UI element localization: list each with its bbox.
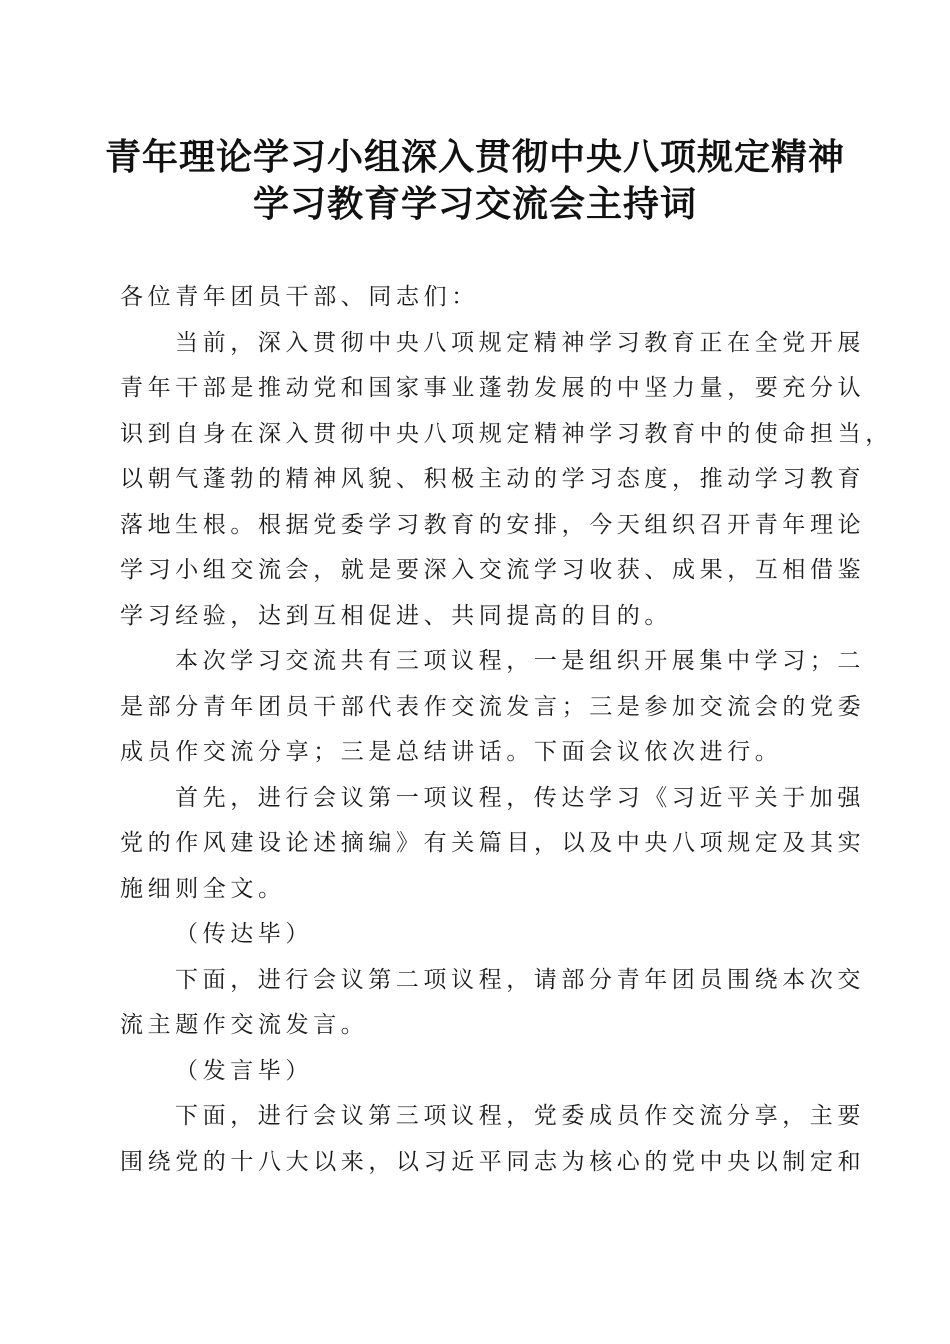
paragraph-line: 党的作风建设论述摘编》有关篇目，以及中央八项规定及其实 [120, 830, 866, 856]
paragraph-line: 落地生根。根据党委学习教育的安排，今天组织召开青年理论 [120, 511, 866, 538]
paragraph-line: 流主题作交流发言。 [120, 1012, 369, 1038]
paragraph-line: 施细则全文。 [120, 875, 286, 902]
document-body [120, 275, 893, 1185]
paragraph-line: 学习经验，达到互相促进、共同提高的目的。 [120, 602, 672, 629]
stage-note: （传达毕） [175, 921, 313, 947]
paragraph-line: 以朝气蓬勃的精神风貌、积极主动的学习态度，推动学习教育 [120, 466, 866, 492]
document-title-line-2: 学习教育学习交流会主持词 [252, 183, 697, 225]
paragraph-line: 当前，深入贯彻中央八项规定精神学习教育正在全党开展 [175, 329, 865, 356]
stage-note: （发言毕） [175, 1057, 313, 1084]
paragraph-line: 是部分青年团员干部代表作交流发言；三是参加交流会的党委 [120, 693, 866, 720]
document-title-line-1: 青年理论学习小组深入贯彻中央八项规定精神 [104, 136, 845, 178]
paragraph-line: 识到自身在深入贯彻中央八项规定精神学习教育中的使命担当， [120, 420, 893, 447]
paragraph-line: 成员作交流分享；三是总结讲话。下面会议依次进行。 [120, 739, 783, 765]
paragraph-line: 围绕党的十八大以来，以习近平同志为核心的党中央以制定和 [120, 1148, 866, 1175]
paragraph-line: 本次学习交流共有三项议程，一是组织开展集中学习；二 [175, 648, 865, 674]
paragraph-line: 首先，进行会议第一项议程，传达学习《习近平关于加强 [175, 784, 865, 811]
paragraph-line: 学习小组交流会，就是要深入交流学习收获、成果，互相借鉴 [120, 557, 866, 583]
salutation: 各位青年团员干部、同志们： [120, 284, 479, 310]
paragraph-line: 青年干部是推动党和国家事业蓬勃发展的中坚力量，要充分认 [120, 375, 866, 401]
paragraph-line: 下面，进行会议第二项议程，请部分青年团员围绕本次交 [175, 966, 865, 993]
paragraph-line: 下面，进行会议第三项议程，党委成员作交流分享，主要 [175, 1103, 865, 1129]
